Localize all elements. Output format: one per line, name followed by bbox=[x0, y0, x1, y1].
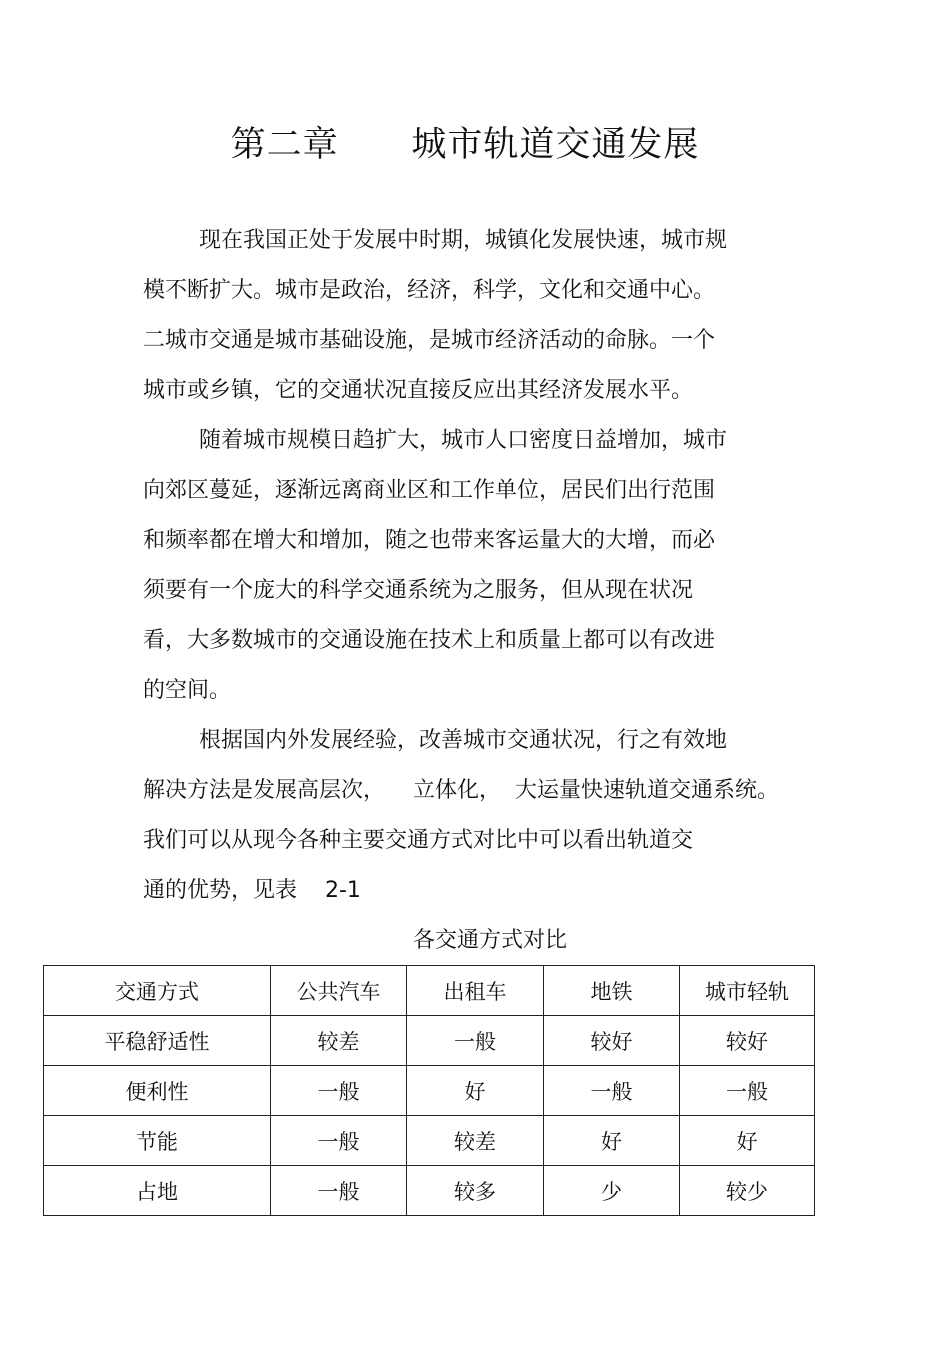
table-header-row bbox=[44, 966, 815, 1016]
table-cell: 一般 bbox=[407, 1016, 544, 1066]
text-line: 须要有一个庞大的科学交通系统为之服务，但从现在状况 bbox=[143, 578, 694, 603]
table-header-cell: 公共汽车 bbox=[271, 966, 407, 1016]
table-header-cell: 交通方式 bbox=[44, 966, 271, 1016]
table-caption: 各交通方式对比 bbox=[412, 928, 567, 953]
table-cell: 一般 bbox=[544, 1066, 680, 1116]
text-line: 和频率都在增大和增加，随之也带来客运量大的大增，而必 bbox=[143, 528, 716, 553]
text-line: 城市或乡镇，它的交通状况直接反应出其经济发展水平。 bbox=[143, 378, 694, 403]
table-header-cell: 地铁 bbox=[544, 966, 680, 1016]
text-line: 根据国内外发展经验，改善城市交通状况，行之有效地 bbox=[143, 728, 727, 753]
table-row bbox=[44, 1116, 815, 1166]
table-row bbox=[44, 1016, 815, 1066]
table-row bbox=[44, 1166, 815, 1216]
text-line: 模不断扩大。城市是政治，经济，科学，文化和交通中心。 bbox=[143, 278, 716, 303]
table-cell: 一般 bbox=[271, 1116, 407, 1166]
table-cell: 一般 bbox=[271, 1066, 407, 1116]
table-header-cell: 城市轻轨 bbox=[680, 966, 815, 1016]
text-line: 我们可以从现今各种主要交通方式对比中可以看出轨道交 bbox=[143, 828, 694, 853]
text-line: 向郊区蔓延，逐渐远离商业区和工作单位，居民们出行范围 bbox=[143, 478, 716, 503]
table-cell: 较少 bbox=[680, 1166, 815, 1216]
table-cell: 好 bbox=[407, 1066, 544, 1116]
table-cell: 便利性 bbox=[44, 1066, 271, 1116]
text-line: 随着城市规模日趋扩大，城市人口密度日益增加，城市 bbox=[143, 428, 727, 453]
page-title: 第二章 城市轨道交通发展 bbox=[230, 125, 700, 165]
comparison-table bbox=[43, 965, 815, 1216]
text-line: 二城市交通是城市基础设施，是城市经济活动的命脉。一个 bbox=[143, 328, 716, 353]
text-line: 现在我国正处于发展中时期，城镇化发展快速，城市规 bbox=[143, 228, 727, 253]
text-line: 解决方法是发展高层次， 立体化， 大运量快速轨道交通系统。 bbox=[143, 778, 779, 803]
table-cell: 一般 bbox=[271, 1166, 407, 1216]
table-cell: 较好 bbox=[680, 1016, 815, 1066]
table-cell: 较多 bbox=[407, 1166, 544, 1216]
table-cell: 少 bbox=[544, 1166, 680, 1216]
table-row bbox=[44, 1066, 815, 1116]
text-line: 通的优势，见表 2-1 bbox=[143, 878, 361, 903]
table-cell: 平稳舒适性 bbox=[44, 1016, 271, 1066]
table-cell: 较差 bbox=[407, 1116, 544, 1166]
table-cell: 较好 bbox=[544, 1016, 680, 1066]
table-cell: 好 bbox=[544, 1116, 680, 1166]
text-line: 看，大多数城市的交通设施在技术上和质量上都可以有改进 bbox=[143, 628, 716, 653]
table-cell: 好 bbox=[680, 1116, 815, 1166]
table-cell: 一般 bbox=[680, 1066, 815, 1116]
text-line: 的空间。 bbox=[143, 678, 232, 703]
table-cell: 占地 bbox=[44, 1166, 271, 1216]
table-header-cell: 出租车 bbox=[407, 966, 544, 1016]
table-cell: 较差 bbox=[271, 1016, 407, 1066]
table-cell: 节能 bbox=[44, 1116, 271, 1166]
